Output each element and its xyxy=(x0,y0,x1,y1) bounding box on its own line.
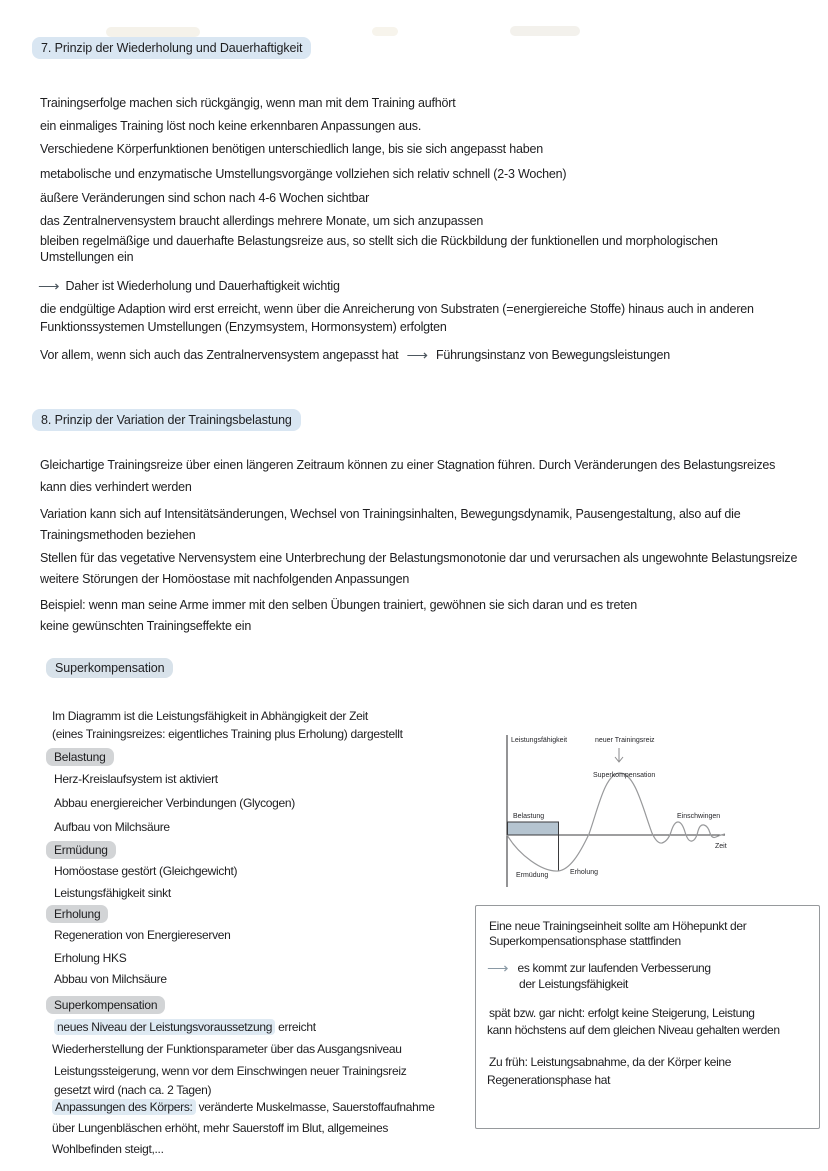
s7-l9-post: Führungsinstanz von Bewegungsleistungen xyxy=(435,348,670,362)
sk-intro: Im Diagramm ist die Leistungsfähigkeit in Abhängigkeit der Zeit xyxy=(52,709,368,723)
diagram-peak-label: Superkompensation xyxy=(593,772,656,779)
diagram-y-label: Leistungsfähigkeit xyxy=(511,737,568,744)
s7-line: Umstellungen ein xyxy=(40,250,134,264)
s7-line: das Zentralnervensystem braucht allerdings mehrere Monate, um sich anzupassen xyxy=(40,214,484,228)
sk-item: Homöostase gestört (Gleichgewicht) xyxy=(54,864,238,878)
box-arrow-line xyxy=(487,961,711,976)
long-arrow-icon: ⟶ xyxy=(487,960,509,977)
highlight-smudge xyxy=(106,27,200,37)
sk-item: Wohlbefinden steigt,... xyxy=(52,1142,164,1156)
s7-line: Verschiedene Körperfunktionen benötigen unterschiedlich lange, bis sie sich angepasst haben xyxy=(40,142,543,156)
sk-item: Aufbau von Milchsäure xyxy=(54,820,170,834)
s8-line: keine gewünschten Trainingseffekte ein xyxy=(40,619,252,633)
box-arrow-text: es kommt zur laufenden Verbesserung xyxy=(517,961,711,975)
phase-label-erholung: Erholung xyxy=(46,905,108,923)
s7-line: ein einmaliges Training löst noch keine erkennbaren Anpassungen aus. xyxy=(40,119,422,133)
s7-line: äußere Veränderungen sind schon nach 4-6 Wochen sichtbar xyxy=(40,191,370,205)
sk-item: Regeneration von Energiereserven xyxy=(54,928,231,942)
sk-item: Herz-Kreislaufsystem ist aktiviert xyxy=(54,772,218,786)
s7-line: Funktionssystemen Umstellungen (Enzymsystem, Hormonsystem) erfolgten xyxy=(40,320,447,334)
s7-line-zentralnervensystem xyxy=(40,348,670,363)
box-line: kann höchstens auf dem gleichen Niveau gehalten werden xyxy=(487,1023,780,1037)
s8-line: weitere Störungen der Homöostase mit nachfolgenden Anpassungen xyxy=(40,572,410,586)
sk-item: Wiederherstellung der Funktionsparameter über das Ausgangsniveau xyxy=(52,1042,402,1056)
box-line: Zu früh: Leistungsabnahme, da der Körper keine xyxy=(489,1055,732,1069)
sk-item: Erholung HKS xyxy=(54,951,127,965)
phase-label-belastung: Belastung xyxy=(46,748,114,766)
s8-line: Trainingsmethoden beziehen xyxy=(40,528,196,542)
s8-line: Stellen für das vegetative Nervensystem eine Unterbrechung der Belastungsmonotonie dar und verursachen als ungewohnte Belastungsreize xyxy=(40,551,798,565)
box-line: der Leistungsfähigkeit xyxy=(519,977,629,991)
diagram-fatigue-label: Ermüdung xyxy=(516,872,549,879)
sk-highlighted-text: neues Niveau der Leistungsvoraussetzung xyxy=(54,1019,275,1035)
sk-item: Leistungsfähigkeit sinkt xyxy=(54,886,171,900)
sk-item: gesetzt wird (nach ca. 2 Tagen) xyxy=(54,1083,212,1097)
belastung-rect xyxy=(508,822,559,835)
sk-item-rest: veränderte Muskelmasse, Sauerstoffaufnahme xyxy=(195,1100,435,1114)
s8-line: Variation kann sich auf Intensitätsänderungen, Wechsel von Trainingsinhalten, Bewegungsdynamik, Pausengestaltung, also auf die xyxy=(40,507,741,521)
s7-line: Trainingserfolge machen sich rückgängig, wenn man mit dem Training aufhört xyxy=(40,96,456,110)
box-line: spät bzw. gar nicht: erfolgt keine Steigerung, Leistung xyxy=(489,1006,755,1020)
diagram-load-label: Belastung xyxy=(513,813,545,820)
sk-item: über Lungenbläschen erhöht, mehr Sauerstoff im Blut, allgemeines xyxy=(52,1121,389,1135)
sk-item: Leistungssteigerung, wenn vor dem Einschwingen neuer Trainingsreiz xyxy=(54,1064,407,1078)
phase-label-ermuedung: Ermüdung xyxy=(46,841,116,859)
diagram-stimulus-label: neuer Trainingsreiz xyxy=(595,737,655,744)
sk-highlighted-text: Anpassungen des Körpers: xyxy=(52,1099,196,1115)
box-line: Regenerationsphase hat xyxy=(487,1073,611,1087)
s7-line: bleiben regelmäßige und dauerhafte Belastungsreize aus, so stellt sich die Rückbildung der funktionellen und morphologischen xyxy=(40,234,718,248)
s8-line: Gleichartige Trainingsreize über einen längeren Zeitraum können zu einer Stagnation führen. Durch Veränderungen des Belastungsreizes xyxy=(40,458,776,472)
supercompensation-diagram xyxy=(494,727,828,891)
s7-arrow-text: Daher ist Wiederholung und Dauerhaftigkeit wichtig xyxy=(65,279,340,293)
s7-l9-pre: Vor allem, wenn sich auch das Zentralnervensystem angepasst hat xyxy=(40,348,399,362)
highlight-smudge xyxy=(372,27,398,36)
diagram-recovery-label: Erholung xyxy=(570,869,599,876)
sk-item xyxy=(54,1020,316,1035)
box-line: Superkompensationsphase stattfinden xyxy=(489,934,681,948)
phase-label-superkompensation: Superkompensation xyxy=(46,996,165,1014)
sk-item-rest: erreicht xyxy=(275,1020,316,1034)
section-8-heading: 8. Prinzip der Variation der Trainingsbelastung xyxy=(32,409,301,431)
s8-line: Beispiel: wenn man seine Arme immer mit den selben Übungen trainiert, gewöhnen sie sich daran und es treten xyxy=(40,598,637,612)
long-arrow-icon: ⟶ xyxy=(406,347,428,364)
sk-item xyxy=(52,1100,435,1115)
highlight-smudge xyxy=(510,26,580,36)
sk-intro: (eines Trainingsreizes: eigentliches Training plus Erholung) dargestellt xyxy=(52,727,403,741)
s7-arrow-line xyxy=(38,279,340,294)
s8-line: kann dies verhindert werden xyxy=(40,480,192,494)
sk-item: Abbau von Milchsäure xyxy=(54,972,167,986)
training-timing-note-box xyxy=(475,905,820,1129)
superkompensation-badge: Superkompensation xyxy=(46,658,173,678)
diagram-x-label: Zeit xyxy=(715,843,727,850)
s7-line: metabolische und enzymatische Umstellungsvorgänge vollziehen sich relativ schnell (2-3 Wochen) xyxy=(40,167,567,181)
long-arrow-icon: ⟶ xyxy=(38,278,60,295)
s7-line: die endgültige Adaption wird erst erreicht, wenn über die Anreicherung von Substraten (=energiereiche Stoffe) hinaus auch in anderen xyxy=(40,302,754,316)
diagram-oscillation-label: Einschwingen xyxy=(677,813,721,820)
section-7-heading: 7. Prinzip der Wiederholung und Dauerhaftigkeit xyxy=(32,37,311,59)
sk-item: Abbau energiereicher Verbindungen (Glycogen) xyxy=(54,796,295,810)
box-line: Eine neue Trainingseinheit sollte am Höhepunkt der xyxy=(489,919,747,933)
